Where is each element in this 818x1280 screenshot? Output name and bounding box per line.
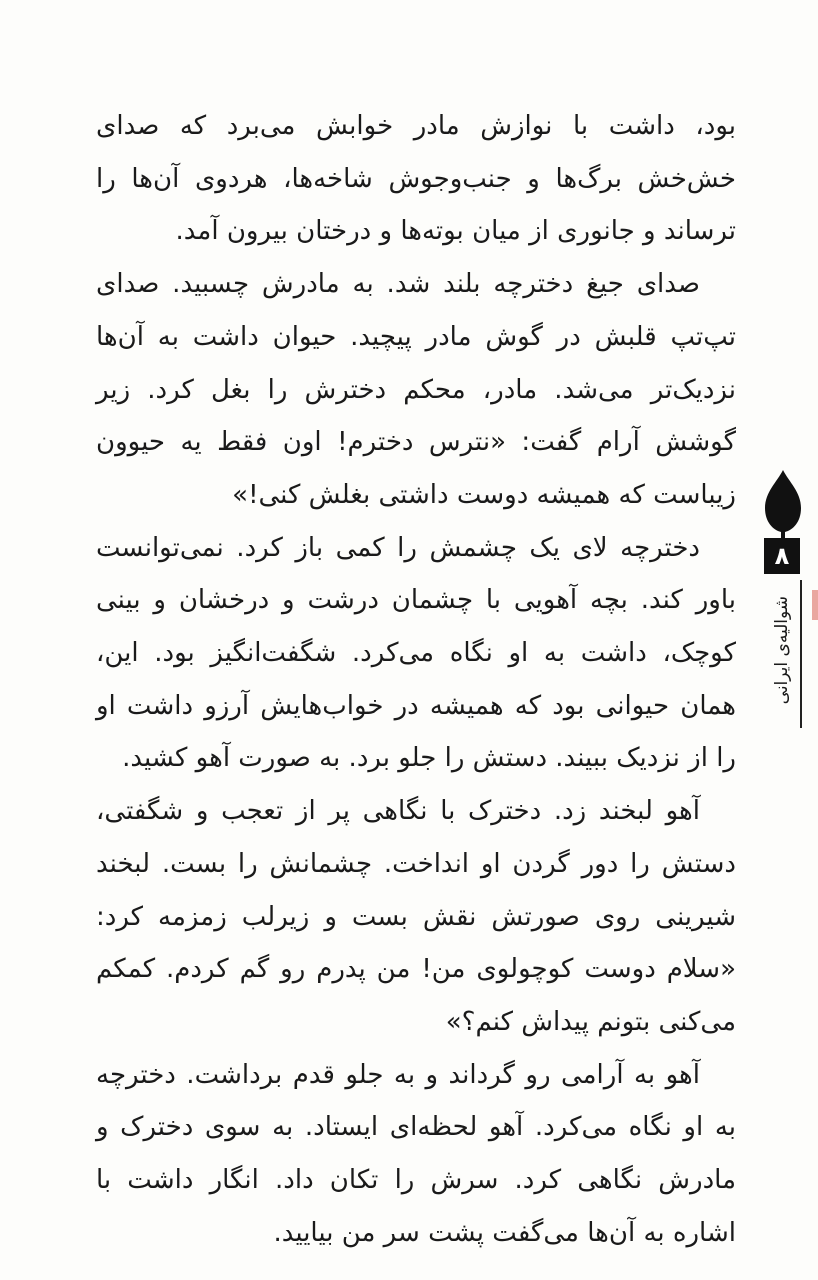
paragraph: بود، داشت با نوازش مادر خوابش می‌برد که صدای خش‌خش برگ‌ها و جنب‌وجوش شاخه‌ها، هردوی آن‌ها را ترساند و جانوری از میان بوته‌ها و درختان بیرون آمد. <box>96 111 736 247</box>
leaf-icon <box>763 468 803 540</box>
body-text <box>96 100 736 1259</box>
running-title <box>764 580 800 720</box>
paragraph: آهو به آرامی رو گرداند و به جلو قدم برداشت. دخترچه به او نگاه می‌کرد. آهو لحظه‌ای ایستاد. به سوی دخترک و مادرش نگاهی کرد. سرش را تکان داد. انگار داشت با اشاره به آن‌ها می‌گفت پشت سر من بیایید. <box>96 1059 736 1248</box>
paragraph: آهو لبخند زد. دخترک با نگاهی پر از تعجب و شگفتی، دستش را دور گردن او انداخت. چشمانش را بست. لبخند شیرینی روی صورتش نقش بست و زیرلب زمزمه کرد: «سلام دوست کوچولوی من! من پدرم رو گم کردم. کمکم می‌کنی بتونم پیداش کنم؟» <box>96 796 736 1037</box>
running-title-text: شوالیه‌ی ایرانی <box>772 595 792 705</box>
page-number: ۸ <box>764 538 800 574</box>
chapter-tab <box>760 468 806 728</box>
divider <box>800 580 802 728</box>
paragraph: دخترچه لای یک چشمش را کمی باز کرد. نمی‌توانست باور کند. بچه آهویی با چشمان درشت و درخشان و بینی کوچک، داشت به او نگاه می‌کرد. شگفت‌انگیز بود. این، همان حیوانی بود که همیشه در خواب‌هایش آرزو داشت او را از نزدیک ببیند. دستش را جلو برد. به صورت آهو کشید. <box>96 532 736 774</box>
page-edge-mark <box>812 590 818 620</box>
paragraph: صدای جیغ دخترچه بلند شد. به مادرش چسبید. صدای تپ‌تپ قلبش در گوش مادر پیچید. حیوان داشت به آن‌ها نزدیک‌تر می‌شد. مادر، محکم دخترش را بغل کرد. زیر گوشش آرام گفت: «نترس دخترم! اون فقط یه حیوون زیباست که همیشه دوست داشتی بغلش کنی!» <box>96 269 736 510</box>
